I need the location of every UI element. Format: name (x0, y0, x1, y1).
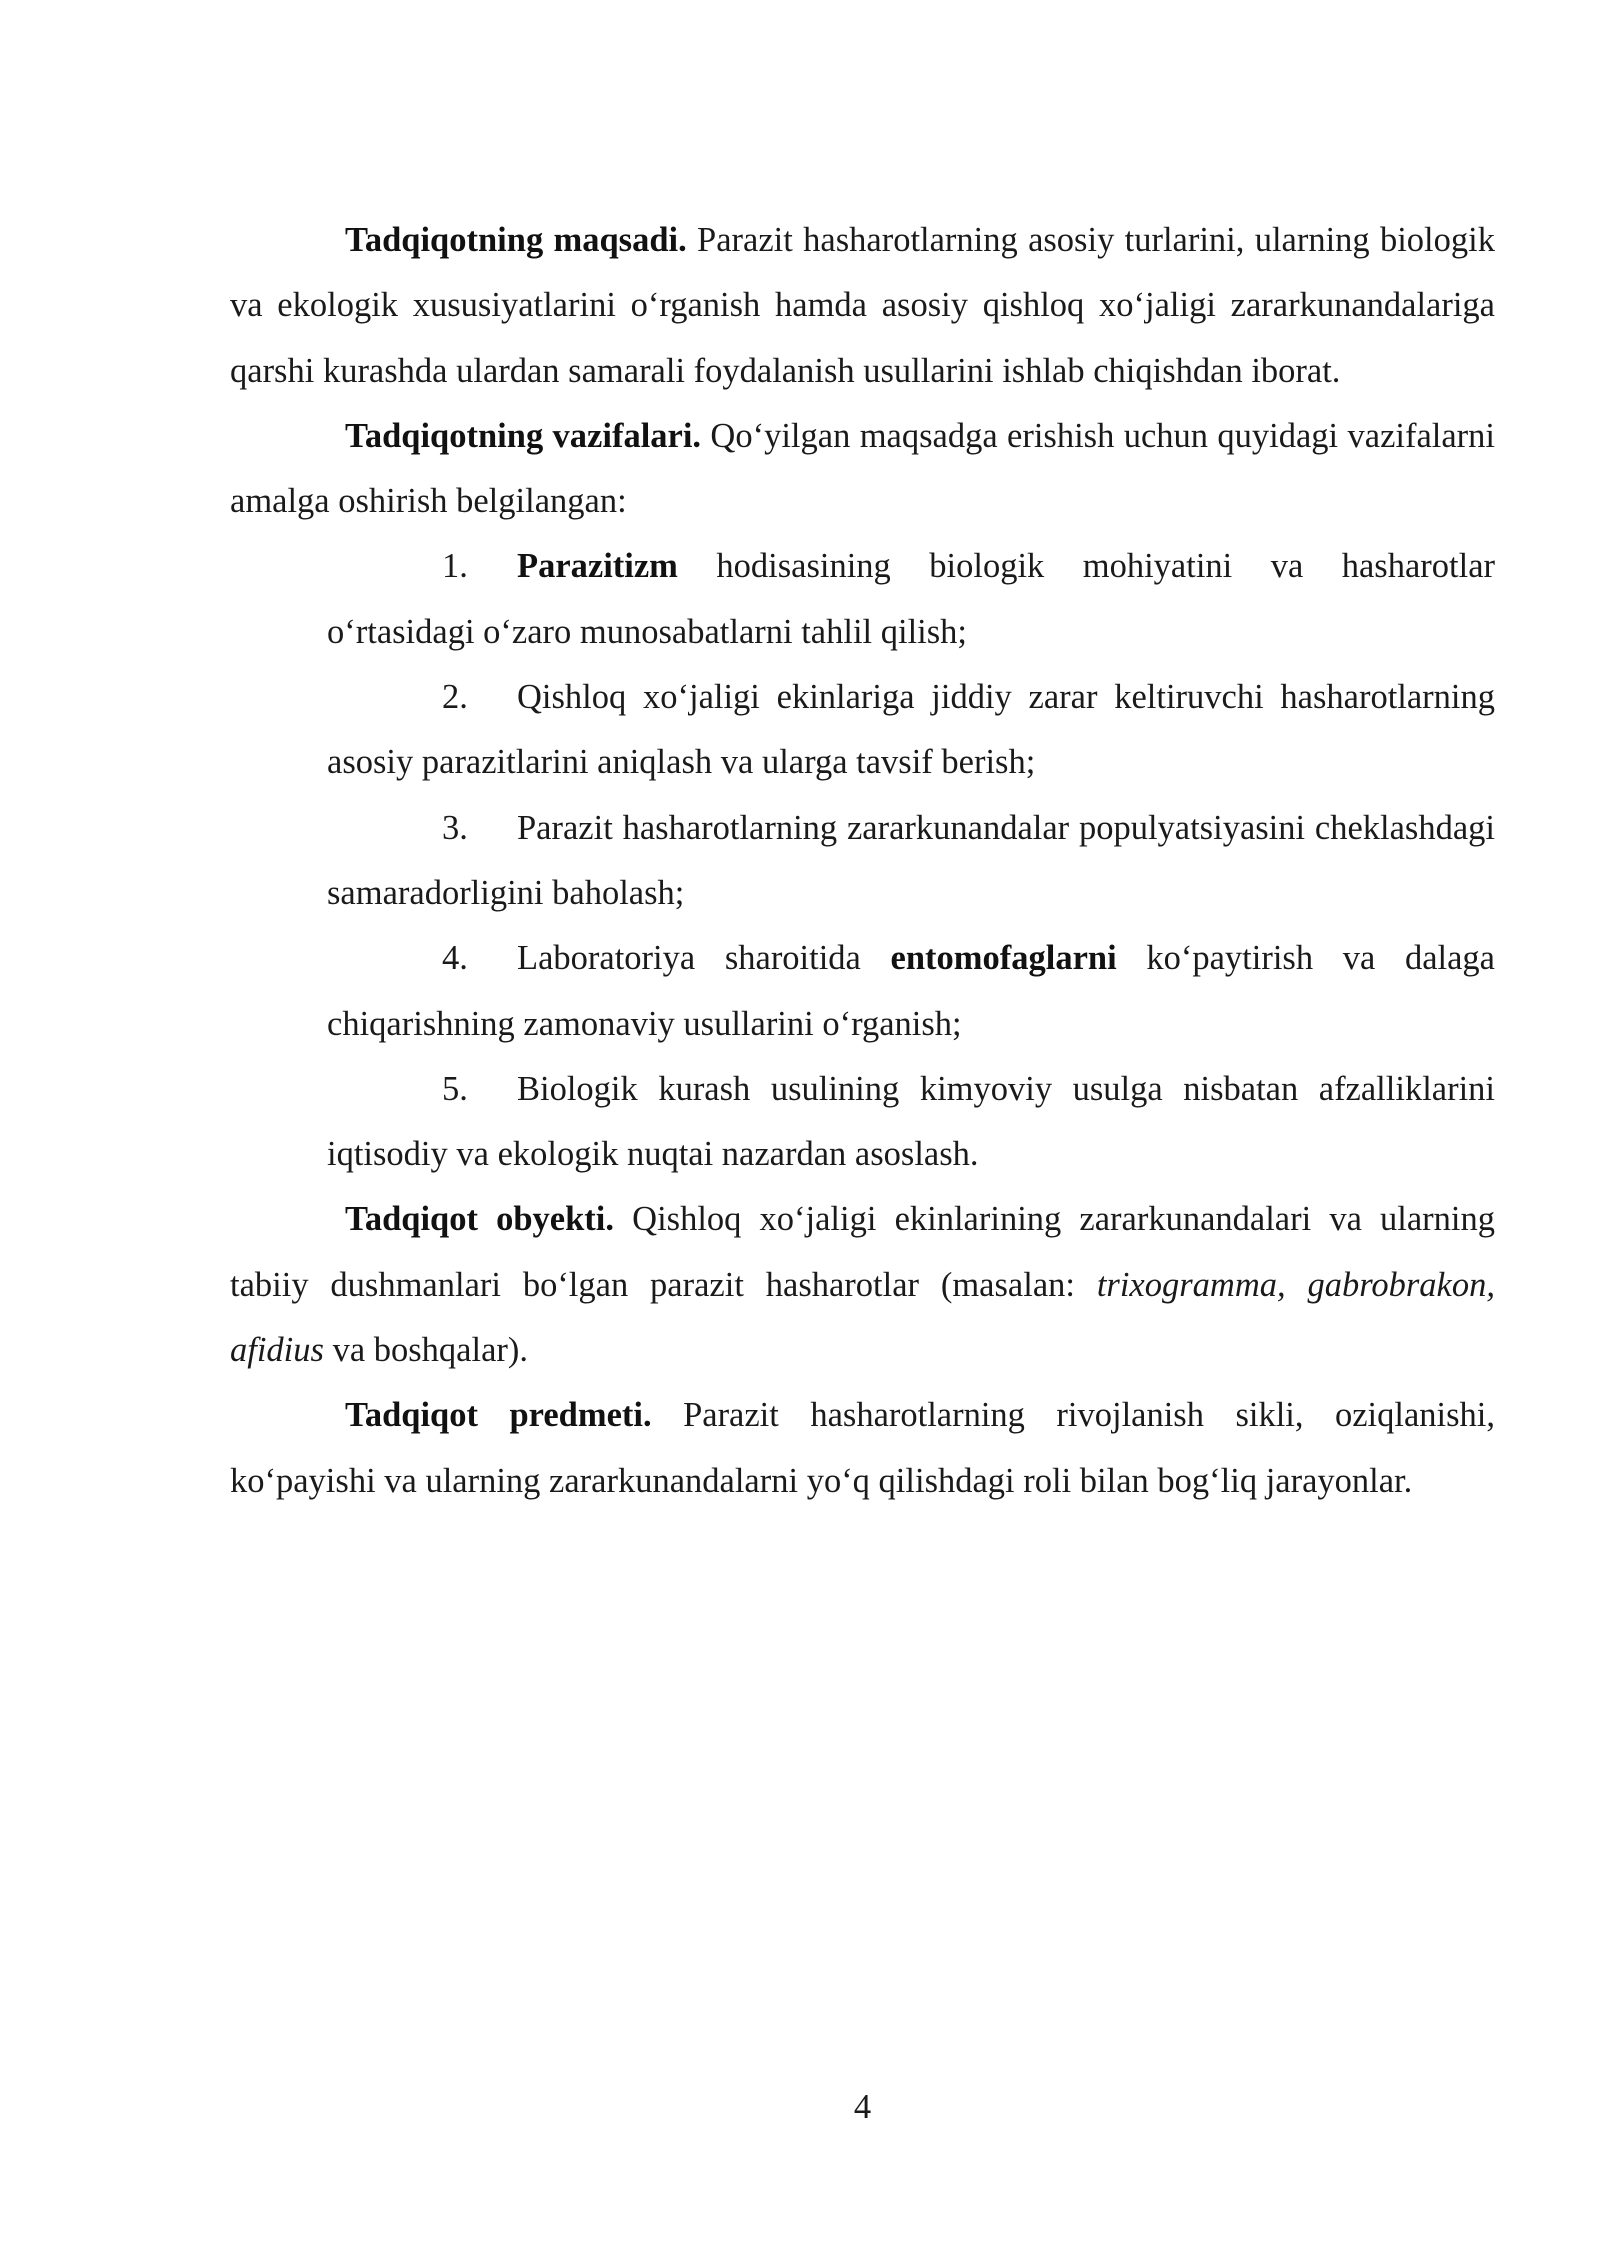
list-item-pretext: Laboratoriya sharoitida (517, 939, 891, 978)
heading-predmet: Tadqiqot predmeti. (345, 1396, 652, 1435)
list-item (327, 534, 1495, 665)
list-item-number: 1. (442, 547, 468, 586)
list-item-number: 5. (442, 1069, 468, 1108)
page-number: 4 (853, 2088, 872, 2126)
page-content (230, 208, 1495, 1514)
list-item-text: Parazit hasharotlarning zararkunandalar populyatsiyasini cheklashdagi samaradorligini baholash; (327, 808, 1495, 912)
list-item-text: Qishloq xo‘jaligi ekinlariga jiddiy zarar keltiruvchi hasharotlarning asosiy parazitlarini aniqlash va ularga tavsif berish; (327, 678, 1495, 782)
heading-vazifalar: Tadqiqotning vazifalari. (345, 416, 702, 455)
list-item (327, 796, 1495, 927)
paragraph-vazifalar (230, 404, 1495, 535)
list-item-bold: entomofaglarni (890, 939, 1117, 978)
list-item (327, 665, 1495, 796)
text-obyekt-end: va boshqalar). (323, 1331, 528, 1370)
heading-maqsad: Tadqiqotning maqsadi. (345, 221, 687, 259)
italic-species: trixogramma, gabrobrakon, afidius (230, 1265, 1495, 1370)
list-item-number: 3. (442, 808, 468, 847)
paragraph-obyekt (230, 1187, 1495, 1383)
list-item-text: hodisasining biologik mohiyatini va hasharotlar o‘rtasidagi o‘zaro munosabatlarni tahlil qilish; (327, 547, 1495, 651)
list-item (327, 926, 1495, 1057)
list-item-bold: Parazitizm (517, 547, 678, 586)
paragraph-predmet (230, 1383, 1495, 1514)
text-maqsad: Parazit hasharotlarning asosiy turlarini, ularning biologik va ekologik xususiyatlarini o‘rganish hamda asosiy qishloq xo‘jaligi zararkunandalariga qarshi kurashda ulardan samarali foydalanish usullarini ishlab chiqishdan iborat. (230, 221, 1495, 390)
text-vazifalar: Qo‘yilgan maqsadga erishish uchun quyidagi vazifalarni amalga oshirish belgilangan: (230, 416, 1495, 521)
heading-obyekt: Tadqiqot obyekti. (345, 1200, 615, 1239)
text-obyekt: Qishloq xo‘jaligi ekinlarining zararkunandalari va ularning tabiiy dushmanlari bo‘lgan parazit hasharotlar (masalan: (230, 1200, 1495, 1304)
paragraph-maqsad (230, 208, 1495, 404)
list-item (327, 1057, 1495, 1188)
list-item-number: 4. (442, 939, 468, 978)
list-item-number: 2. (442, 678, 468, 717)
text-predmet: Parazit hasharotlarning rivojlanish sikli, oziqlanishi, ko‘payishi va ularning zararkunandalarni yo‘q qilishdagi roli bilan bog‘liq jarayonlar. (230, 1396, 1496, 1500)
list-item-text: ko‘paytirish va dalaga chiqarishning zamonaviy usullarini o‘rganish; (327, 939, 1495, 1043)
list-item-text: Biologik kurash usulining kimyoviy usulga nisbatan afzalliklarini iqtisodiy va ekologik nuqtai nazardan asoslash. (327, 1069, 1495, 1174)
